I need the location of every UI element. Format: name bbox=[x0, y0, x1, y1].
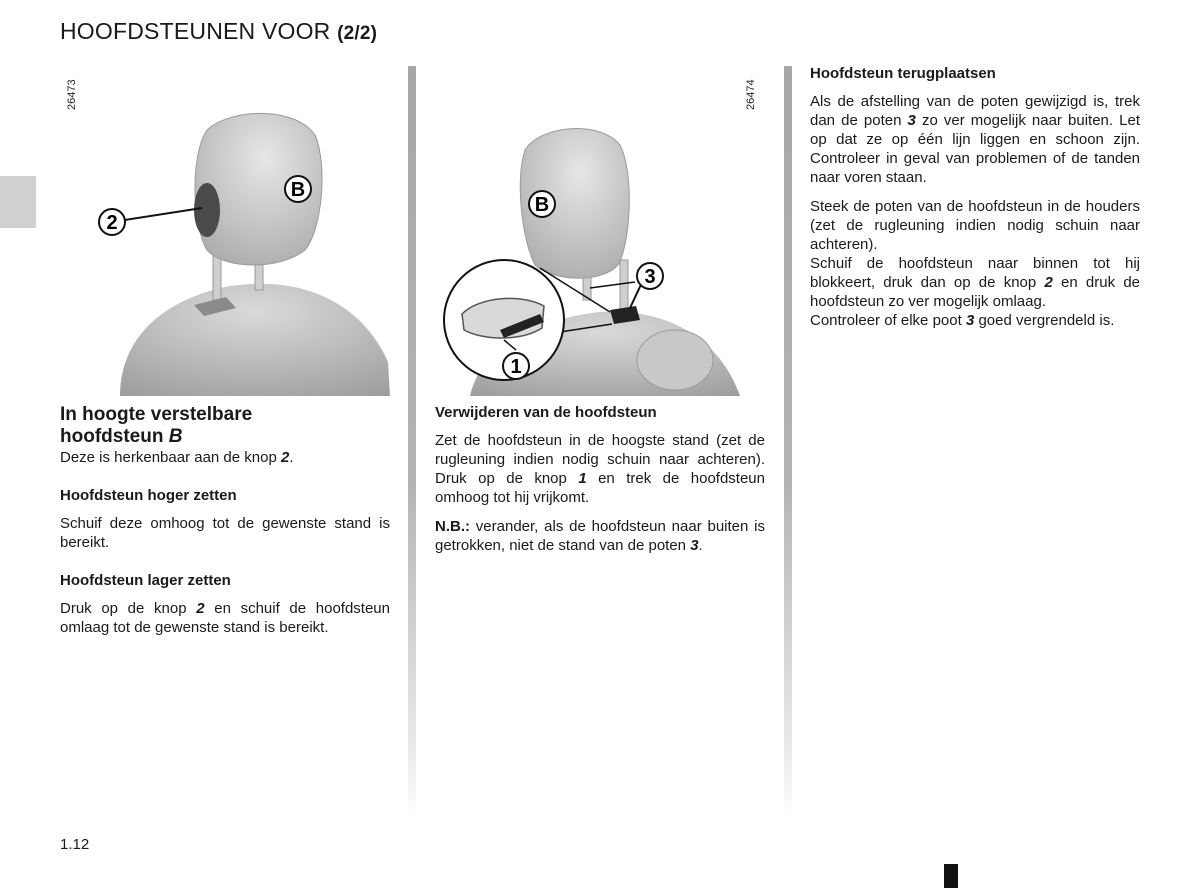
page-title bbox=[60, 18, 377, 45]
insert-paragraph: Steek de poten van de hoofdsteun in de houders (zet de rugleuning indien nodig schuin naar achteren). bbox=[810, 198, 1140, 253]
headrest-button bbox=[194, 183, 220, 237]
text-run: Zet de hoofdsteun in de hoogste stand (zet de rugleuning indien nodig schuin naar achteren). Druk op de knop bbox=[435, 432, 765, 487]
note-paragraph bbox=[435, 517, 765, 555]
raise-paragraph: Schuif deze omhoog tot de gewenste stand is bereikt. bbox=[60, 515, 390, 551]
intro-paragraph bbox=[60, 448, 390, 467]
heading-letter: B bbox=[168, 426, 183, 447]
lower-heading: Hoofdsteun lager zetten bbox=[60, 572, 231, 589]
section-heading bbox=[60, 404, 390, 448]
refit-paragraph bbox=[810, 92, 1140, 187]
text-run: . bbox=[289, 449, 294, 466]
page-number: 1.12 bbox=[60, 836, 90, 853]
callout-letter: B bbox=[290, 179, 306, 201]
text-run: Druk op de knop bbox=[60, 600, 197, 617]
figure-code-left: 26473 bbox=[66, 79, 78, 110]
reference-number: 2 bbox=[196, 600, 205, 617]
text-run: en druk de hoofdsteun zo ver mogelijk omlaag. bbox=[810, 274, 1140, 310]
lower-paragraph bbox=[60, 599, 390, 637]
reference-number: 3 bbox=[907, 112, 916, 129]
text-run: Schuif de hoofdsteun naar binnen tot hij blokkeert, druk dan op de knop bbox=[810, 255, 1140, 291]
callout-line bbox=[118, 208, 202, 221]
refit-heading: Hoofdsteun terugplaatsen bbox=[810, 65, 996, 82]
remove-paragraph bbox=[435, 431, 765, 507]
callout-number: 3 bbox=[644, 266, 656, 288]
callout-letter: B bbox=[534, 194, 550, 216]
heading-line: In hoogte verstelbare bbox=[60, 404, 253, 425]
headrest-illustration-left bbox=[90, 100, 390, 396]
text-run: en trek de hoofdsteun omhoog tot hij vrijkomt. bbox=[435, 470, 765, 506]
text-run: verander, als de hoofdsteun naar buiten is getrokken, niet de stand van de poten bbox=[435, 518, 765, 554]
column-divider-2 bbox=[784, 66, 792, 818]
figure-code-right: 26474 bbox=[745, 79, 757, 110]
right-column bbox=[810, 64, 1140, 330]
seat-back-shape bbox=[120, 284, 390, 396]
callout-number: 1 bbox=[510, 356, 522, 378]
note-label: N.B.: bbox=[435, 518, 470, 535]
page-title-part: (2/2) bbox=[337, 23, 378, 44]
reference-number: 3 bbox=[690, 537, 699, 554]
raise-heading: Hoofdsteun hoger zetten bbox=[60, 487, 237, 504]
reference-number: 2 bbox=[1044, 274, 1053, 291]
heading-line: hoofdsteun bbox=[60, 426, 169, 447]
slide-paragraph bbox=[810, 254, 1140, 311]
text-run: . bbox=[698, 537, 703, 554]
text-run: Deze is herkenbaar aan de knop bbox=[60, 449, 281, 466]
seat-shoulder bbox=[637, 330, 713, 390]
text-run: Als de afstelling van de poten gewijzigd is, trek dan de poten bbox=[810, 93, 1140, 129]
reference-number: 2 bbox=[280, 449, 290, 466]
column-divider-1 bbox=[408, 66, 416, 818]
page-title-main: HOOFDSTEUNEN VOOR bbox=[60, 18, 338, 44]
reference-number: 1 bbox=[578, 470, 587, 487]
headrest-leg bbox=[620, 260, 628, 310]
left-column bbox=[60, 404, 390, 647]
callout-number: 2 bbox=[106, 212, 118, 234]
text-run: goed vergrendeld is. bbox=[974, 312, 1115, 329]
text-run: Controleer of elke poot bbox=[810, 312, 966, 329]
page-edge-marker bbox=[944, 864, 958, 888]
remove-heading: Verwijderen van de hoofdsteun bbox=[435, 404, 657, 421]
headrest-illustration-right bbox=[440, 100, 740, 396]
reference-number: 3 bbox=[965, 312, 975, 329]
section-tab bbox=[0, 176, 36, 228]
middle-column bbox=[435, 403, 765, 565]
text-run: en schuif de hoofdsteun omlaag tot de gewenste stand is bereikt. bbox=[60, 600, 390, 636]
check-paragraph bbox=[810, 311, 1140, 330]
text-run: zo ver mogelijk naar buiten. Let op dat ze op één lijn liggen en schoon zijn. Controleer in geval van problemen of de tanden naar voren staan. bbox=[810, 112, 1140, 186]
